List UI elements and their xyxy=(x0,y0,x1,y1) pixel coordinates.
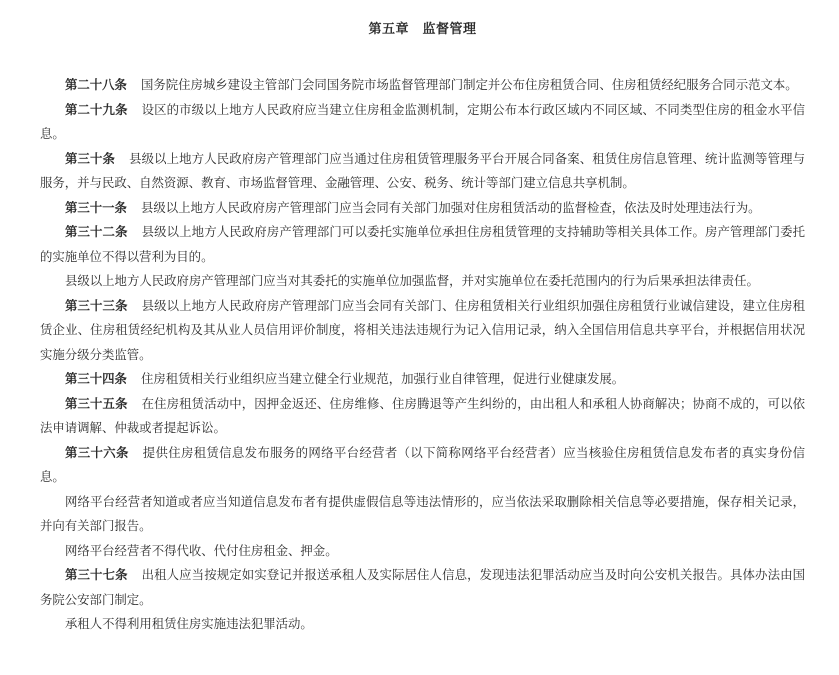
paragraph xyxy=(40,441,805,490)
paragraph-text: 网络平台经营者不得代收、代付住房租金、押金。 xyxy=(65,542,338,558)
paragraph xyxy=(40,269,805,294)
article-number: 第二十八条 xyxy=(65,77,127,92)
paragraph xyxy=(40,73,805,98)
article-number: 第三十条 xyxy=(65,150,116,166)
document-body xyxy=(40,73,805,637)
article-number: 第三十三条 xyxy=(65,297,128,313)
article-number: 第三十二条 xyxy=(65,224,128,239)
article-number: 第三十一条 xyxy=(65,199,127,215)
paragraph xyxy=(40,196,805,221)
paragraph xyxy=(40,294,805,368)
paragraph-text: 在住房租赁活动中，因押金返还、住房维修、住房腾退等产生纠纷的，由出租人和承租人协商解决；协商不成的，可以依法申请调解、仲裁或者提起诉讼。 xyxy=(40,395,806,435)
article-number: 第三十五条 xyxy=(65,395,128,411)
paragraph-text: 提供住房租赁信息发布服务的网络平台经营者（以下简称网络平台经营者）应当核验住房租赁信息发布者的真实身份信息。 xyxy=(40,444,806,484)
paragraph-text: 县级以上地方人民政府房产管理部门应当对其委托的实施单位加强监督，并对实施单位在委托范围内的行为后果承担法律责任。 xyxy=(65,273,759,288)
article-number: 第二十九条 xyxy=(65,101,128,117)
article-number: 第三十六条 xyxy=(65,444,129,460)
article-number: 第三十七条 xyxy=(65,567,128,582)
paragraph-text: 县级以上地方人民政府房产管理部门应当会同有关部门、住房租赁相关行业组织加强住房租赁行业诚信建设，建立住房租赁企业、住房租赁经纪机构及其从业人员信用评价制度，将相关违法违规行为记入信用记录，纳入全国信用信息共享平台，并根据信用状况实施分级分类监管。 xyxy=(40,297,806,362)
paragraph xyxy=(40,539,805,564)
chapter-title: 第五章 监督管理 xyxy=(368,22,477,37)
paragraph xyxy=(40,220,805,269)
paragraph xyxy=(40,563,805,612)
paragraph xyxy=(40,612,805,637)
paragraph xyxy=(40,98,805,147)
article-number: 第三十四条 xyxy=(65,371,127,386)
paragraph xyxy=(40,367,805,392)
paragraph-text: 住房租赁相关行业组织应当建立健全行业规范，加强行业自律管理，促进行业健康发展。 xyxy=(140,371,625,386)
paragraph-text: 网络平台经营者知道或者应当知道信息发布者有提供虚假信息等违法情形的，应当依法采取删除相关信息等必要措施，保存相关记录，并向有关部门报告。 xyxy=(40,493,805,533)
paragraph xyxy=(40,490,805,539)
paragraph-text: 国务院住房城乡建设主管部门会同国务院市场监督管理部门制定并公布住房租赁合同、住房租赁经纪服务合同示范文本。 xyxy=(140,77,798,92)
paragraph xyxy=(40,392,805,441)
paragraph-text: 县级以上地方人民政府房产管理部门应当会同有关部门加强对住房租赁活动的监督检查，依法及时处理违法行为。 xyxy=(140,199,761,215)
paragraph-text: 县级以上地方人民政府房产管理部门可以委托实施单位承担住房租赁管理的支持辅助等相关具体工作。房产管理部门委托的实施单位不得以营利为目的。 xyxy=(40,224,806,264)
paragraph-text: 承租人不得利用租赁住房实施违法犯罪活动。 xyxy=(65,616,313,631)
paragraph xyxy=(40,147,805,196)
paragraph-text: 出租人应当按规定如实登记并报送承租人及实际居住人信息，发现违法犯罪活动应当及时向公安机关报告。具体办法由国务院公安部门制定。 xyxy=(40,567,806,607)
paragraph-text: 县级以上地方人民政府房产管理部门应当通过住房租赁管理服务平台开展合同备案、租赁住房信息管理、统计监测等管理与服务，并与民政、自然资源、教育、市场监督管理、金融管理、公安、税务、统计等部门建立信息共享机制。 xyxy=(40,150,805,190)
paragraph-text: 设区的市级以上地方人民政府应当建立住房租金监测机制，定期公布本行政区域内不同区域、不同类型住房的租金水平信息。 xyxy=(40,101,806,141)
